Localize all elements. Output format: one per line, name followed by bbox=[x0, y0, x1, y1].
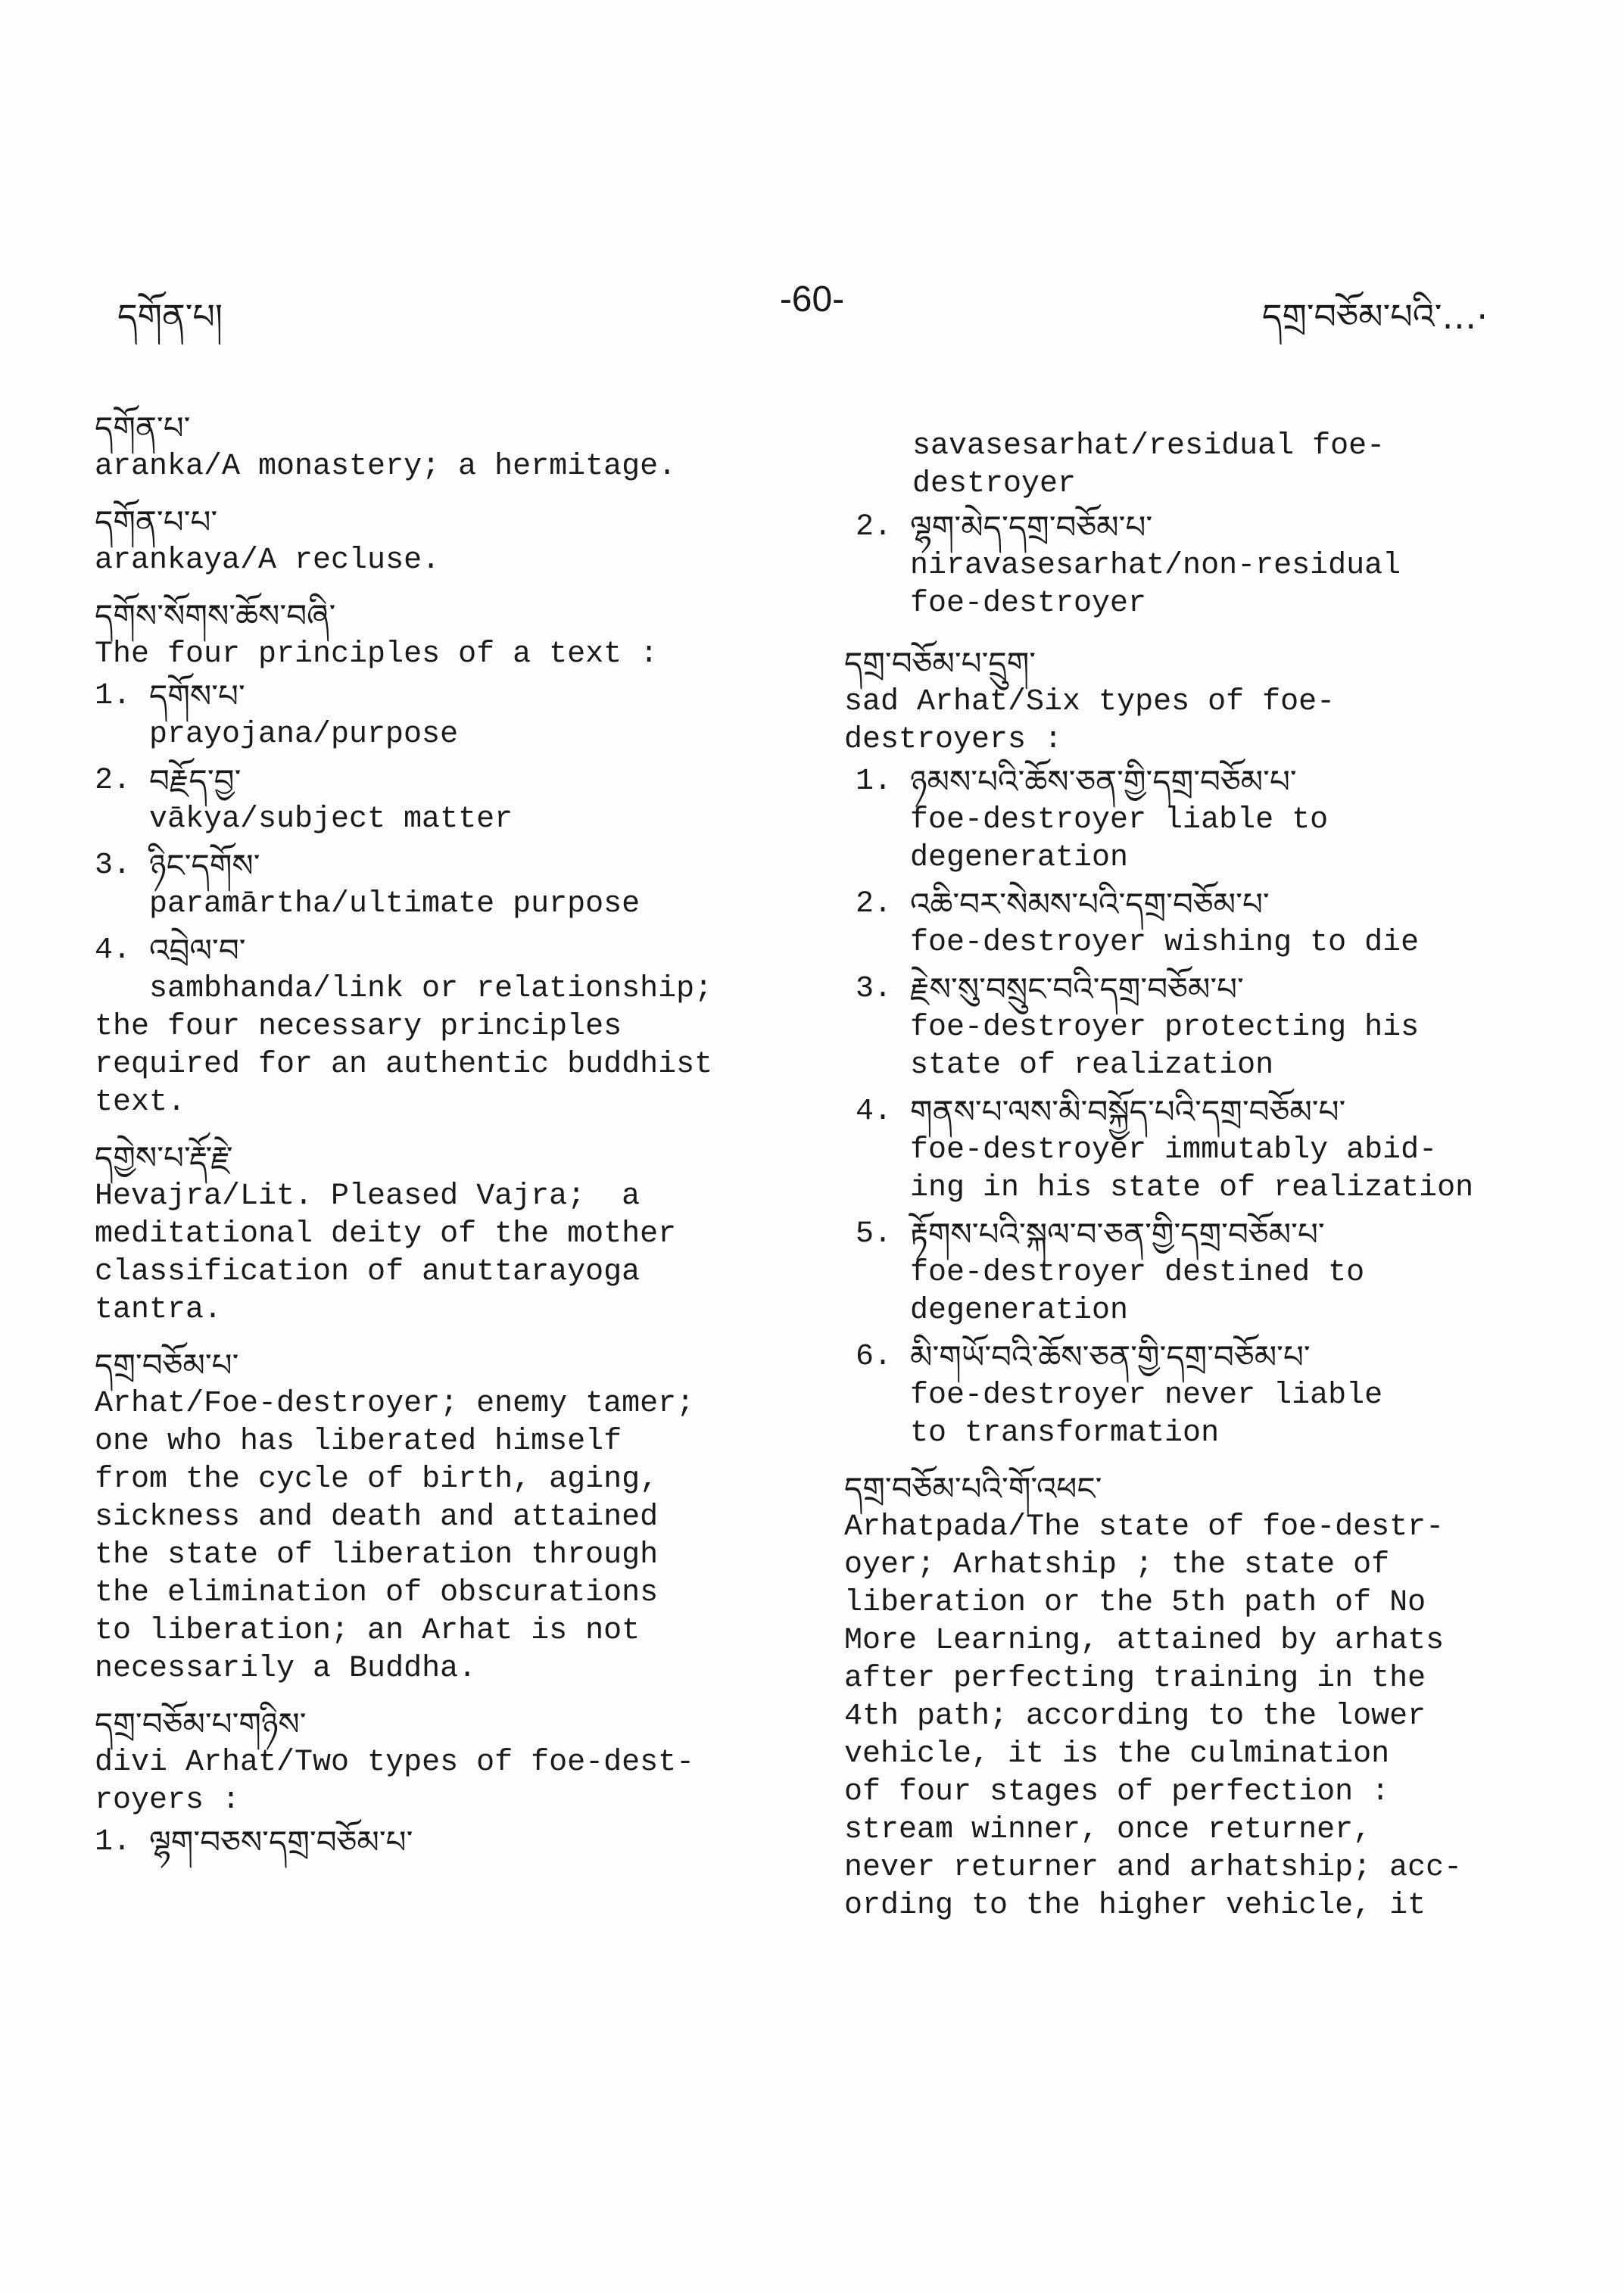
dictionary-entry bbox=[95, 1139, 791, 1329]
tibetan-headword: དགྲ་བཅོམ་པའི་གོ་འཕང་ bbox=[844, 1470, 1102, 1507]
definition-line: required for an authentic buddhist bbox=[95, 1048, 713, 1082]
definition-line: arankaya/A recluse. bbox=[95, 544, 441, 578]
definition-line: foe-destroyer liable to bbox=[910, 803, 1329, 837]
item-number: 2. bbox=[856, 510, 893, 544]
definition-line: liberation or the 5th path of No bbox=[844, 1586, 1426, 1620]
definition-line: paramārtha/ultimate purpose bbox=[149, 887, 641, 921]
item-number: 4. bbox=[856, 1095, 893, 1129]
page-number: -60- bbox=[779, 279, 845, 319]
definition-line: text. bbox=[95, 1086, 186, 1120]
list-item bbox=[856, 508, 1601, 623]
dictionary-entry bbox=[844, 644, 1601, 1453]
tibetan-term: རྟོགས་པའི་སྐལ་བ་ཅན་གྱི་དགྲ་བཅོམ་པ་ bbox=[910, 1216, 1325, 1253]
tibetan-headword: དགྲ་བཅོམ་པ་གཉིས་ bbox=[95, 1706, 307, 1743]
item-number: 5. bbox=[856, 1217, 893, 1251]
running-head-left: དགོན་པ། bbox=[117, 296, 223, 337]
tibetan-headword: དགོས་སོགས་ཆོས་བཞི་ bbox=[95, 597, 336, 634]
definition-line: foe-destroyer wishing to die bbox=[910, 926, 1420, 960]
definition-line: after perfecting training in the bbox=[844, 1662, 1426, 1696]
item-number: 4. bbox=[95, 933, 132, 967]
definition-line: tantra. bbox=[95, 1293, 223, 1327]
tibetan-term: ལྷག་མེད་དགྲ་བཅོམ་པ་ bbox=[910, 509, 1153, 546]
definition-line: of four stages of perfection : bbox=[844, 1775, 1390, 1809]
tibetan-term: འབྲེལ་བ་ bbox=[149, 932, 246, 969]
item-number: 1. bbox=[95, 1825, 132, 1859]
running-head-right: དགྲ་བཅོམ་པའི་…· bbox=[1261, 296, 1488, 337]
definition-line: oyer; Arhatship ; the state of bbox=[844, 1548, 1390, 1582]
definition-line: stream winner, once returner, bbox=[844, 1813, 1372, 1847]
definition-line: one who has liberated himself bbox=[95, 1425, 622, 1459]
definition-line: prayojana/purpose bbox=[149, 718, 459, 752]
tibetan-headword: དགྱེས་པ་རྡོ་རྗེ་ bbox=[95, 1139, 233, 1176]
tibetan-term: ཉིང་དགོས་ bbox=[149, 847, 260, 884]
tibetan-term: གནས་པ་ལས་མི་བསྐྱོད་པའི་དགྲ་བཅོམ་པ་ bbox=[910, 1093, 1346, 1130]
definition-line: The four principles of a text : bbox=[95, 637, 659, 671]
definition-line: to transformation bbox=[910, 1416, 1220, 1450]
tibetan-term: བརྗོད་བྱ་ bbox=[149, 762, 242, 799]
dictionary-entry bbox=[95, 1346, 791, 1688]
item-number: 2. bbox=[95, 764, 132, 798]
definition-line: never returner and arhatship; acc- bbox=[844, 1851, 1463, 1885]
definition-line: foe-destroyer bbox=[910, 587, 1147, 621]
definition-line: foe-destroyer never liable bbox=[910, 1379, 1383, 1413]
definition-line: More Learning, attained by arhats bbox=[844, 1624, 1445, 1658]
right-column bbox=[844, 428, 1601, 1942]
definition-line: divi Arhat/Two types of foe-dest- bbox=[95, 1746, 695, 1780]
list-item bbox=[95, 677, 791, 754]
definition-line: destroyers : bbox=[844, 723, 1063, 757]
list-item bbox=[95, 1823, 791, 1862]
definition-line: necessarily a Buddha. bbox=[95, 1652, 477, 1686]
definition-line: the state of liberation through bbox=[95, 1538, 659, 1572]
definition-line: classification of anuttarayoga bbox=[95, 1255, 641, 1289]
tibetan-headword: དགྲ་བཅོམ་པ་ bbox=[95, 1347, 239, 1384]
tibetan-term: ཉམས་པའི་ཆོས་ཅན་གྱི་དགྲ་བཅོམ་པ་ bbox=[910, 763, 1297, 800]
definition-line: aranka/A monastery; a hermitage. bbox=[95, 450, 677, 484]
numbered-list bbox=[856, 762, 1601, 1453]
definition-line: Arhat/Foe-destroyer; enemy tamer; bbox=[95, 1387, 695, 1421]
tibetan-term: དགོས་པ་ bbox=[149, 678, 245, 715]
definition-line: meditational deity of the mother bbox=[95, 1217, 677, 1251]
tibetan-term: ལྷག་བཅས་དགྲ་བཅོམ་པ་ bbox=[149, 1824, 413, 1861]
item-number: 3. bbox=[95, 849, 132, 883]
item-number: 1. bbox=[95, 679, 132, 713]
dictionary-entry bbox=[95, 597, 791, 1122]
tibetan-term: རྗེས་སུ་བསྲུང་བའི་དགྲ་བཅོམ་པ་ bbox=[910, 970, 1244, 1008]
definition-line: degeneration bbox=[910, 841, 1129, 875]
numbered-list bbox=[95, 677, 791, 1008]
definition-line: vākya/subject matter bbox=[149, 802, 513, 837]
definition-line: sambhanda/link or relationship; bbox=[149, 972, 713, 1006]
tibetan-headword: དགོན་པ་པ་ bbox=[95, 503, 218, 541]
item-number: 2. bbox=[856, 887, 893, 921]
tibetan-term: འཆི་བར་སེམས་པའི་དགྲ་བཅོམ་པ་ bbox=[910, 886, 1270, 923]
list-item bbox=[856, 970, 1601, 1085]
definition-line: sad Arhat/Six types of foe- bbox=[844, 685, 1336, 719]
list-item bbox=[856, 1092, 1601, 1207]
definition-line: niravasesarhat/non-residual bbox=[910, 549, 1401, 583]
definition-line: foe-destroyer immutably abid- bbox=[910, 1133, 1438, 1167]
definition-line: foe-destroyer destined to bbox=[910, 1256, 1365, 1290]
definition-line: from the cycle of birth, aging, bbox=[95, 1463, 659, 1497]
tibetan-headword: དགྲ་བཅོམ་པ་དྲུག་ bbox=[844, 645, 1036, 682]
definition-line: royers : bbox=[95, 1784, 241, 1818]
definition-line: 4th path; according to the lower bbox=[844, 1699, 1426, 1734]
dictionary-entry bbox=[95, 409, 791, 486]
definition-line: to liberation; an Arhat is not bbox=[95, 1614, 641, 1648]
item-number: 1. bbox=[856, 765, 893, 799]
definition-line: destroyer bbox=[912, 467, 1077, 501]
list-item bbox=[856, 1215, 1601, 1330]
dictionary-entry bbox=[844, 1469, 1601, 1925]
definition-line: ording to the higher vehicle, it bbox=[844, 1889, 1426, 1923]
definition-line: vehicle, it is the culmination bbox=[844, 1737, 1390, 1771]
item-number: 6. bbox=[856, 1340, 893, 1374]
left-column bbox=[95, 409, 791, 1879]
continued-list-item bbox=[844, 428, 1601, 503]
definition-line: sickness and death and attained bbox=[95, 1500, 659, 1534]
tibetan-term: མི་གཡོ་བའི་ཆོས་ཅན་གྱི་དགྲ་བཅོམ་པ་ bbox=[910, 1338, 1311, 1375]
list-item bbox=[856, 885, 1601, 962]
definition-line: state of realization bbox=[910, 1048, 1274, 1083]
definition-line: savasesarhat/residual foe- bbox=[912, 429, 1386, 463]
definition-line: foe-destroyer protecting his bbox=[910, 1011, 1420, 1045]
tibetan-headword: དགོན་པ་ bbox=[95, 410, 191, 447]
list-item bbox=[95, 931, 791, 1008]
dictionary-entry bbox=[95, 503, 791, 580]
definition-line: degeneration bbox=[910, 1294, 1129, 1328]
definition-line: the elimination of obscurations bbox=[95, 1576, 659, 1610]
list-item bbox=[95, 762, 791, 839]
item-number: 3. bbox=[856, 972, 893, 1006]
definition-line: the four necessary principles bbox=[95, 1010, 622, 1044]
definition-line: Arhatpada/The state of foe-destr- bbox=[844, 1510, 1445, 1544]
list-item bbox=[856, 762, 1601, 877]
numbered-list bbox=[95, 1823, 791, 1862]
definition-line: Hevajra/Lit. Pleased Vajra; a bbox=[95, 1179, 641, 1213]
list-item bbox=[95, 846, 791, 924]
dictionary-entry bbox=[95, 1705, 791, 1862]
definition-line: ing in his state of realization bbox=[910, 1171, 1474, 1205]
list-item bbox=[856, 1338, 1601, 1453]
